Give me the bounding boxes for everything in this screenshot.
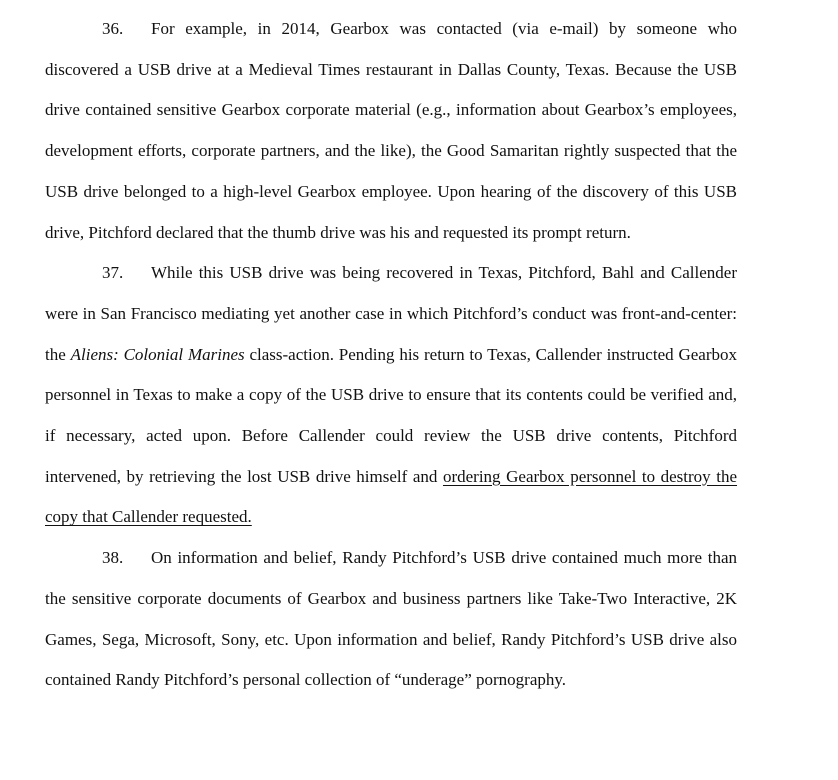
paragraph-text-continued: class-action. Pending his return to Texas, Callender instructed Gearbox personnel in Texas to make a copy of the USB drive to ensure that its contents could be verified and, if necessary, acted upon. Before Callender could review the USB drive contents, Pitchford intervened, by retrieving the lost USB drive himself and (45, 344, 737, 486)
paragraph-number: 38. (102, 548, 124, 568)
paragraph-37 (45, 253, 737, 538)
paragraph-38 (45, 538, 737, 701)
paragraph-36 (45, 9, 737, 253)
paragraph-number: 36. (102, 19, 124, 38)
paragraph-text: While this USB drive was being recovered in Texas, Pitchford, Bahl and Callender were in San Francisco mediating yet another case in which Pitchford’s conduct was front-and-center: the (45, 263, 737, 364)
paragraph-text: For example, in 2014, Gearbox was contacted (via e-mail) by someone who discovered a USB drive at a Medieval Times restaurant in Dallas County, Texas. Because the USB drive contained sensitive Gearbox corporate material (e.g., information about Gearbox’s employees, development efforts, corporate partners, and the like), the Good Samaritan rightly suspected that the USB drive belonged to a high-level Gearbox employee. Upon hearing of the discovery of this USB drive, Pitchford declared that the thumb drive was his and requested its prompt return. (45, 19, 737, 242)
paragraph-text: On information and belief, Randy Pitchford’s USB drive contained much more than the sensitive corporate documents of Gearbox and business partners like Take-Two Interactive, 2K Games, Sega, Microsoft, Sony, etc. Upon information and belief, Randy Pitchford’s USB drive also contained Randy Pitchford’s personal collection of “underage” pornography. (45, 548, 737, 690)
underlined-text: ordering Gearbox personnel to destroy the copy that Callender requested. (45, 466, 738, 527)
document-page (45, 0, 737, 701)
paragraph-number: 37. (102, 263, 124, 283)
italic-case-title: Aliens: Colonial Marines (70, 344, 245, 364)
